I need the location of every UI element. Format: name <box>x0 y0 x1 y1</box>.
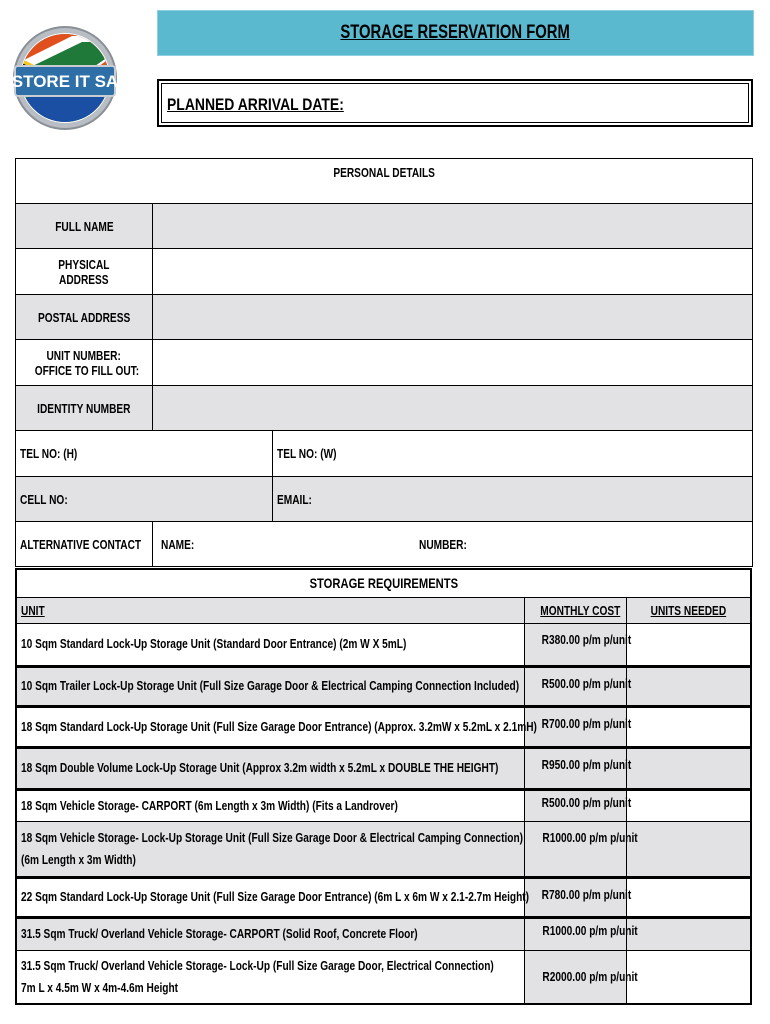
units-needed-field[interactable] <box>626 747 751 789</box>
storage-row <box>16 950 751 1004</box>
col-unit-header: UNIT <box>16 597 524 623</box>
logo-text: STORE IT SA <box>12 72 118 91</box>
units-needed-field[interactable] <box>626 917 751 950</box>
storage-row <box>16 706 751 747</box>
unit-description: 18 Sqm Vehicle Storage- Lock-Up Storage Unit (Full Size Garage Door & Electrical Camping Connection) (6m Length x 3m Width) <box>16 821 524 877</box>
storage-requirements-table <box>15 568 752 1005</box>
col-units-needed-header: UNITS NEEDED <box>626 597 751 623</box>
unit-description: 18 Sqm Vehicle Storage- CARPORT (6m Length x 3m Width) (Fits a Landrover) <box>16 789 524 821</box>
units-needed-field[interactable] <box>626 623 751 666</box>
unit-price: R1000.00 p/m p/unit <box>524 917 626 950</box>
identity-number-field[interactable] <box>153 386 753 431</box>
unit-price: R500.00 p/m p/unit <box>524 789 626 821</box>
unit-description: 31.5 Sqm Truck/ Overland Vehicle Storage- CARPORT (Solid Roof, Concrete Floor) <box>16 917 524 950</box>
tel-home-field[interactable]: TEL NO: (H) <box>16 431 273 477</box>
unit-description: 10 Sqm Standard Lock-Up Storage Unit (Standard Door Entrance) (2m W X 5mL) <box>16 623 524 666</box>
form-title-bar <box>157 10 754 56</box>
units-needed-field[interactable] <box>626 666 751 706</box>
unit-price: R500.00 p/m p/unit <box>524 666 626 706</box>
unit-description: 22 Sqm Standard Lock-Up Storage Unit (Full Size Garage Door Entrance) (6m L x 6m W x 2.1-2.7m Height) <box>16 877 524 917</box>
unit-price: R700.00 p/m p/unit <box>524 706 626 747</box>
unit-price: R1000.00 p/m p/unit <box>524 821 626 877</box>
store-it-sa-logo <box>12 6 118 150</box>
unit-description: 18 Sqm Standard Lock-Up Storage Unit (Full Size Garage Door Entrance) (Approx. 3.2mW x 5.2mL x 2.1mH) <box>16 706 524 747</box>
tel-work-field[interactable]: TEL NO: (W) <box>273 431 753 477</box>
alternative-contact-field[interactable] <box>153 522 753 567</box>
unit-price: R2000.00 p/m p/unit <box>524 950 626 1004</box>
full-name-label: FULL NAME <box>16 204 153 249</box>
identity-number-label: IDENTITY NUMBER <box>16 386 153 431</box>
storage-row <box>16 789 751 821</box>
physical-address-field[interactable] <box>153 249 753 295</box>
planned-arrival-date-field[interactable] <box>157 79 753 127</box>
unit-price: R950.00 p/m p/unit <box>524 747 626 789</box>
unit-description: 10 Sqm Trailer Lock-Up Storage Unit (Full Size Garage Door & Electrical Camping Connection Included) <box>16 666 524 706</box>
units-needed-field[interactable] <box>626 877 751 917</box>
unit-price: R380.00 p/m p/unit <box>524 623 626 666</box>
full-name-field[interactable] <box>153 204 753 249</box>
personal-details-table <box>15 158 753 567</box>
unit-description: 18 Sqm Double Volume Lock-Up Storage Unit (Approx 3.2m width x 5.2mL x DOUBLE THE HEIGHT) <box>16 747 524 789</box>
form-title: STORAGE RESERVATION FORM <box>340 22 571 43</box>
personal-details-heading: PERSONAL DETAILS <box>16 159 753 204</box>
storage-row <box>16 623 751 666</box>
units-needed-field[interactable] <box>626 706 751 747</box>
storage-row <box>16 821 751 877</box>
unit-price: R780.00 p/m p/unit <box>524 877 626 917</box>
planned-arrival-label: PLANNED ARRIVAL DATE: <box>167 95 344 114</box>
alt-name-label: NAME: <box>161 536 195 552</box>
storage-row <box>16 747 751 789</box>
unit-number-field[interactable] <box>153 340 753 386</box>
col-monthly-cost-header: MONTHLY COST <box>524 597 626 623</box>
storage-requirements-heading: STORAGE REQUIREMENTS <box>16 569 751 597</box>
email-field[interactable]: EMAIL: <box>273 477 753 522</box>
storage-row <box>16 877 751 917</box>
alt-number-label: NUMBER: <box>419 536 468 552</box>
storage-row <box>16 917 751 950</box>
alternative-contact-label: ALTERNATIVE CONTACT <box>16 522 153 567</box>
unit-description: 31.5 Sqm Truck/ Overland Vehicle Storage- Lock-Up (Full Size Garage Door, Electrical Connection) 7m L x 4.5m W x 4m-4.6m Height <box>16 950 524 1004</box>
postal-address-field[interactable] <box>153 295 753 340</box>
storage-row <box>16 666 751 706</box>
postal-address-label: POSTAL ADDRESS <box>16 295 153 340</box>
unit-number-label: UNIT NUMBER: OFFICE TO FILL OUT: <box>16 340 153 386</box>
cell-number-field[interactable]: CELL NO: <box>16 477 273 522</box>
units-needed-field[interactable] <box>626 821 751 877</box>
units-needed-field[interactable] <box>626 789 751 821</box>
units-needed-field[interactable] <box>626 950 751 1004</box>
physical-address-label: PHYSICAL ADDRESS <box>16 249 153 295</box>
